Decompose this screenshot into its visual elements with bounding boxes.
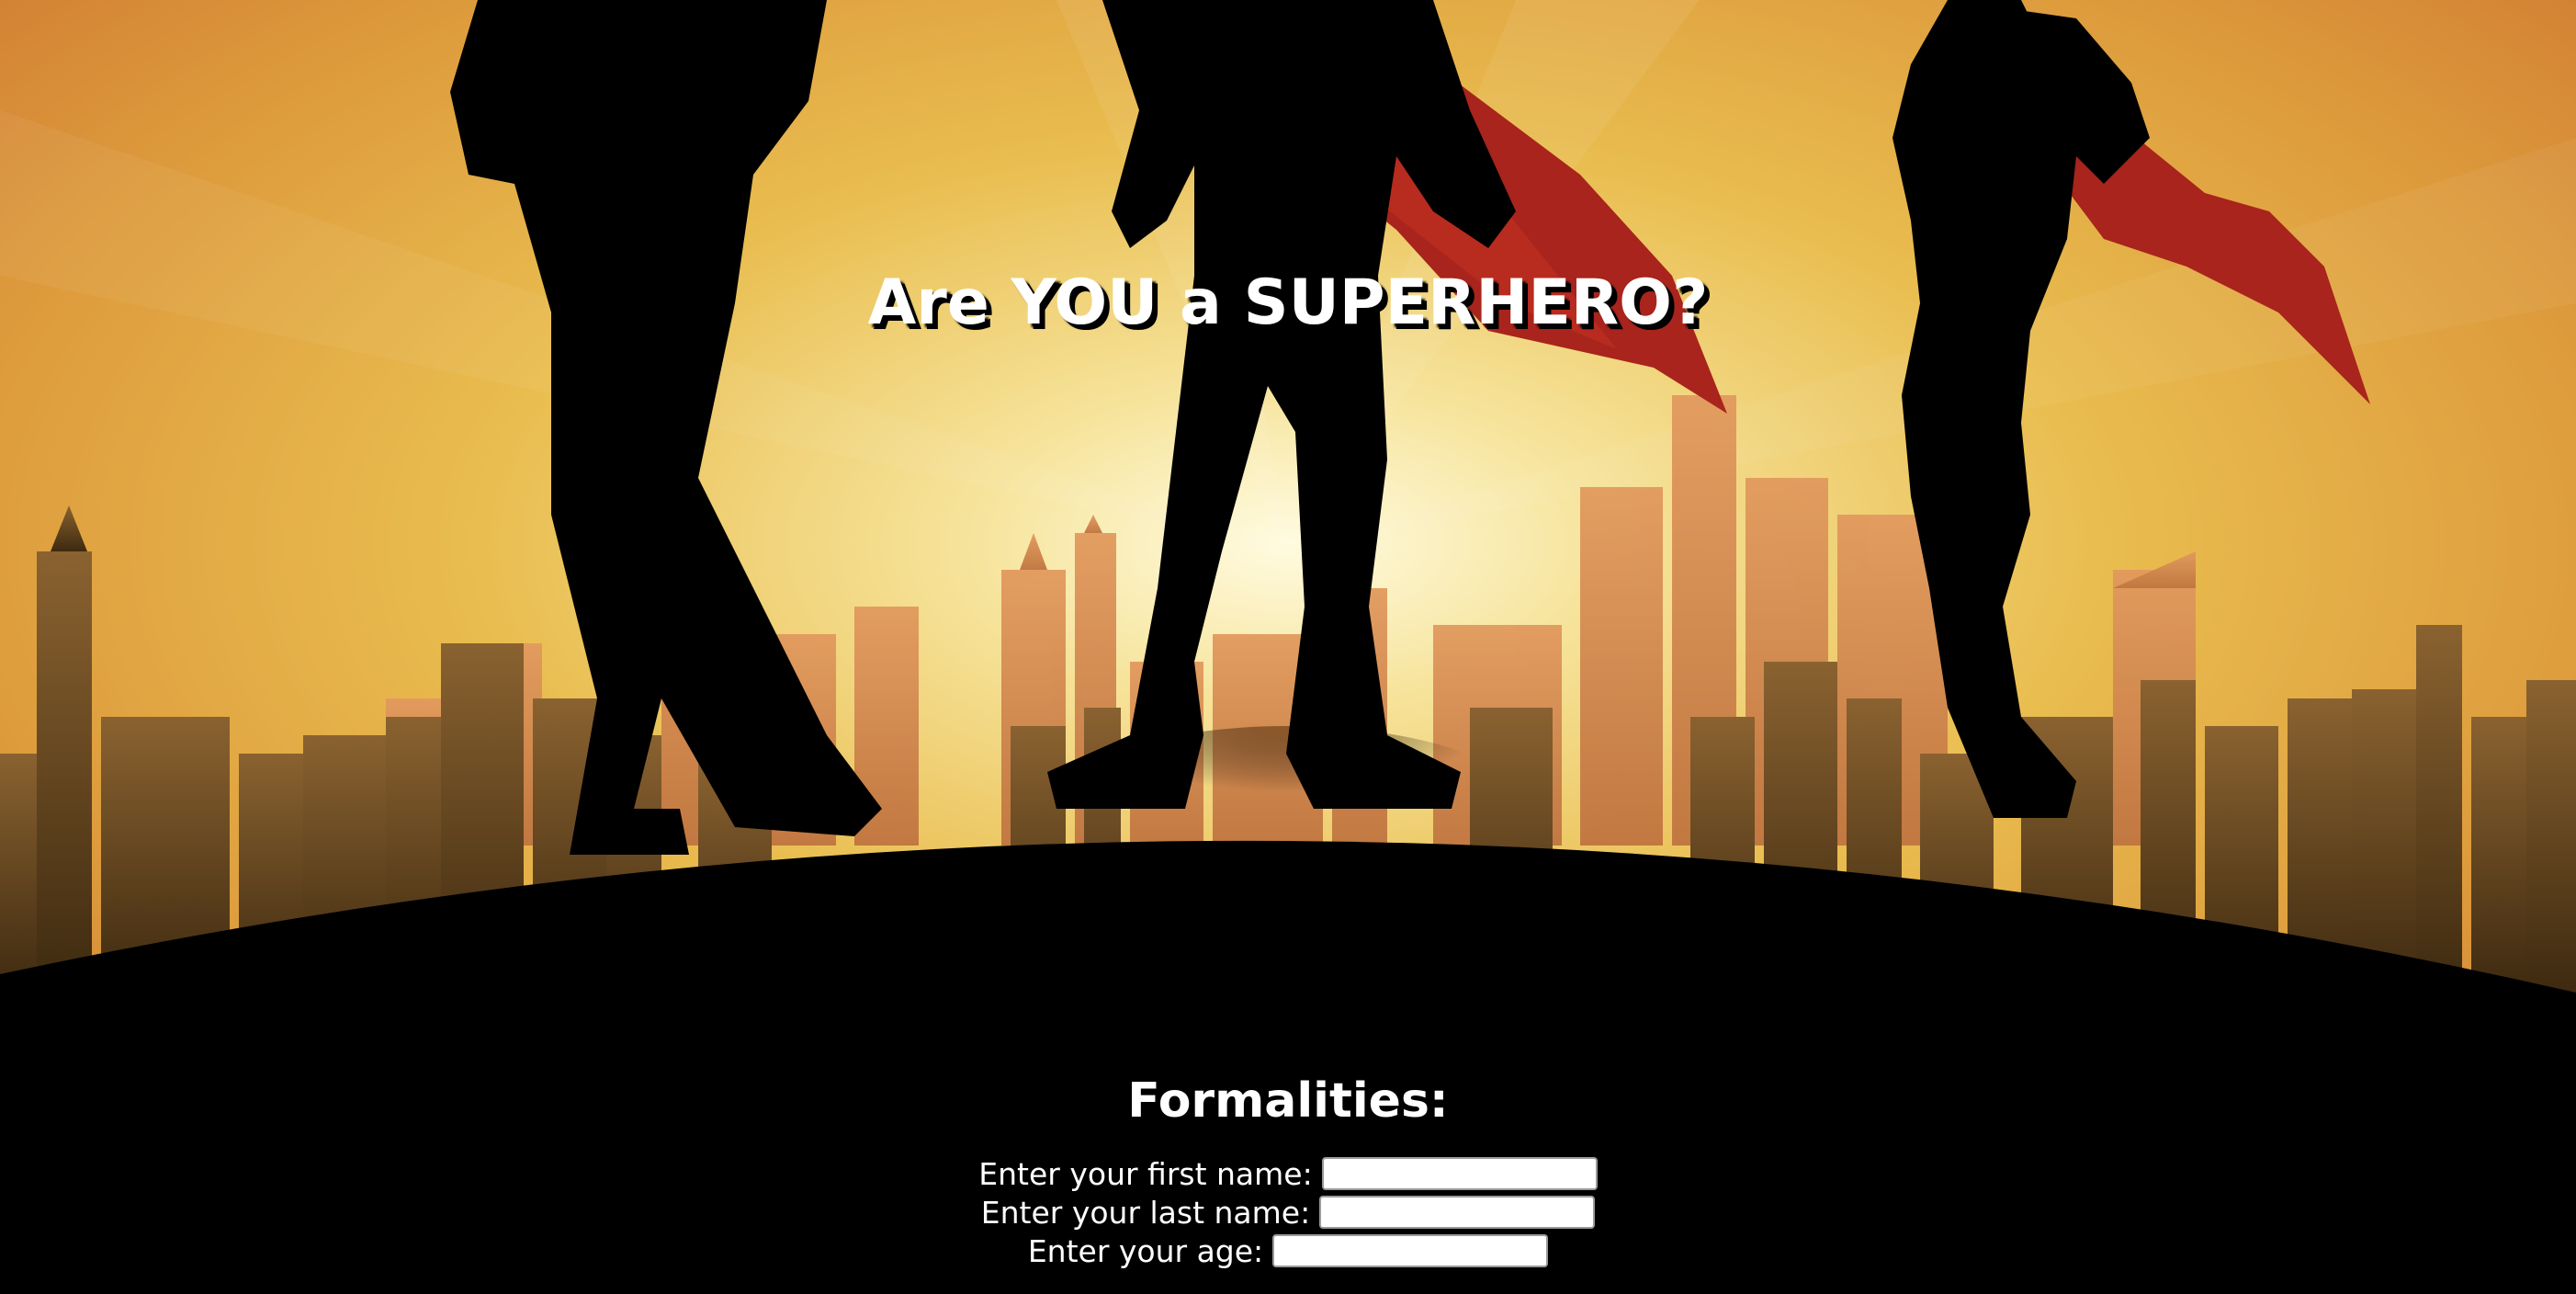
first-name-label: Enter your first name: — [978, 1155, 1313, 1192]
form-heading: Formalities: — [1127, 1073, 1449, 1129]
age-row — [0, 1232, 2576, 1270]
last-name-row — [0, 1193, 2576, 1232]
last-name-input[interactable] — [1319, 1196, 1595, 1229]
page-title: Are YOU a SUPERHERO? — [867, 267, 1709, 339]
first-name-row — [0, 1154, 2576, 1193]
last-name-label: Enter your last name: — [980, 1194, 1311, 1231]
first-name-input[interactable] — [1322, 1157, 1598, 1190]
formalities-form — [0, 1073, 2576, 1270]
age-label: Enter your age: — [1027, 1232, 1264, 1269]
age-input[interactable] — [1272, 1234, 1548, 1267]
